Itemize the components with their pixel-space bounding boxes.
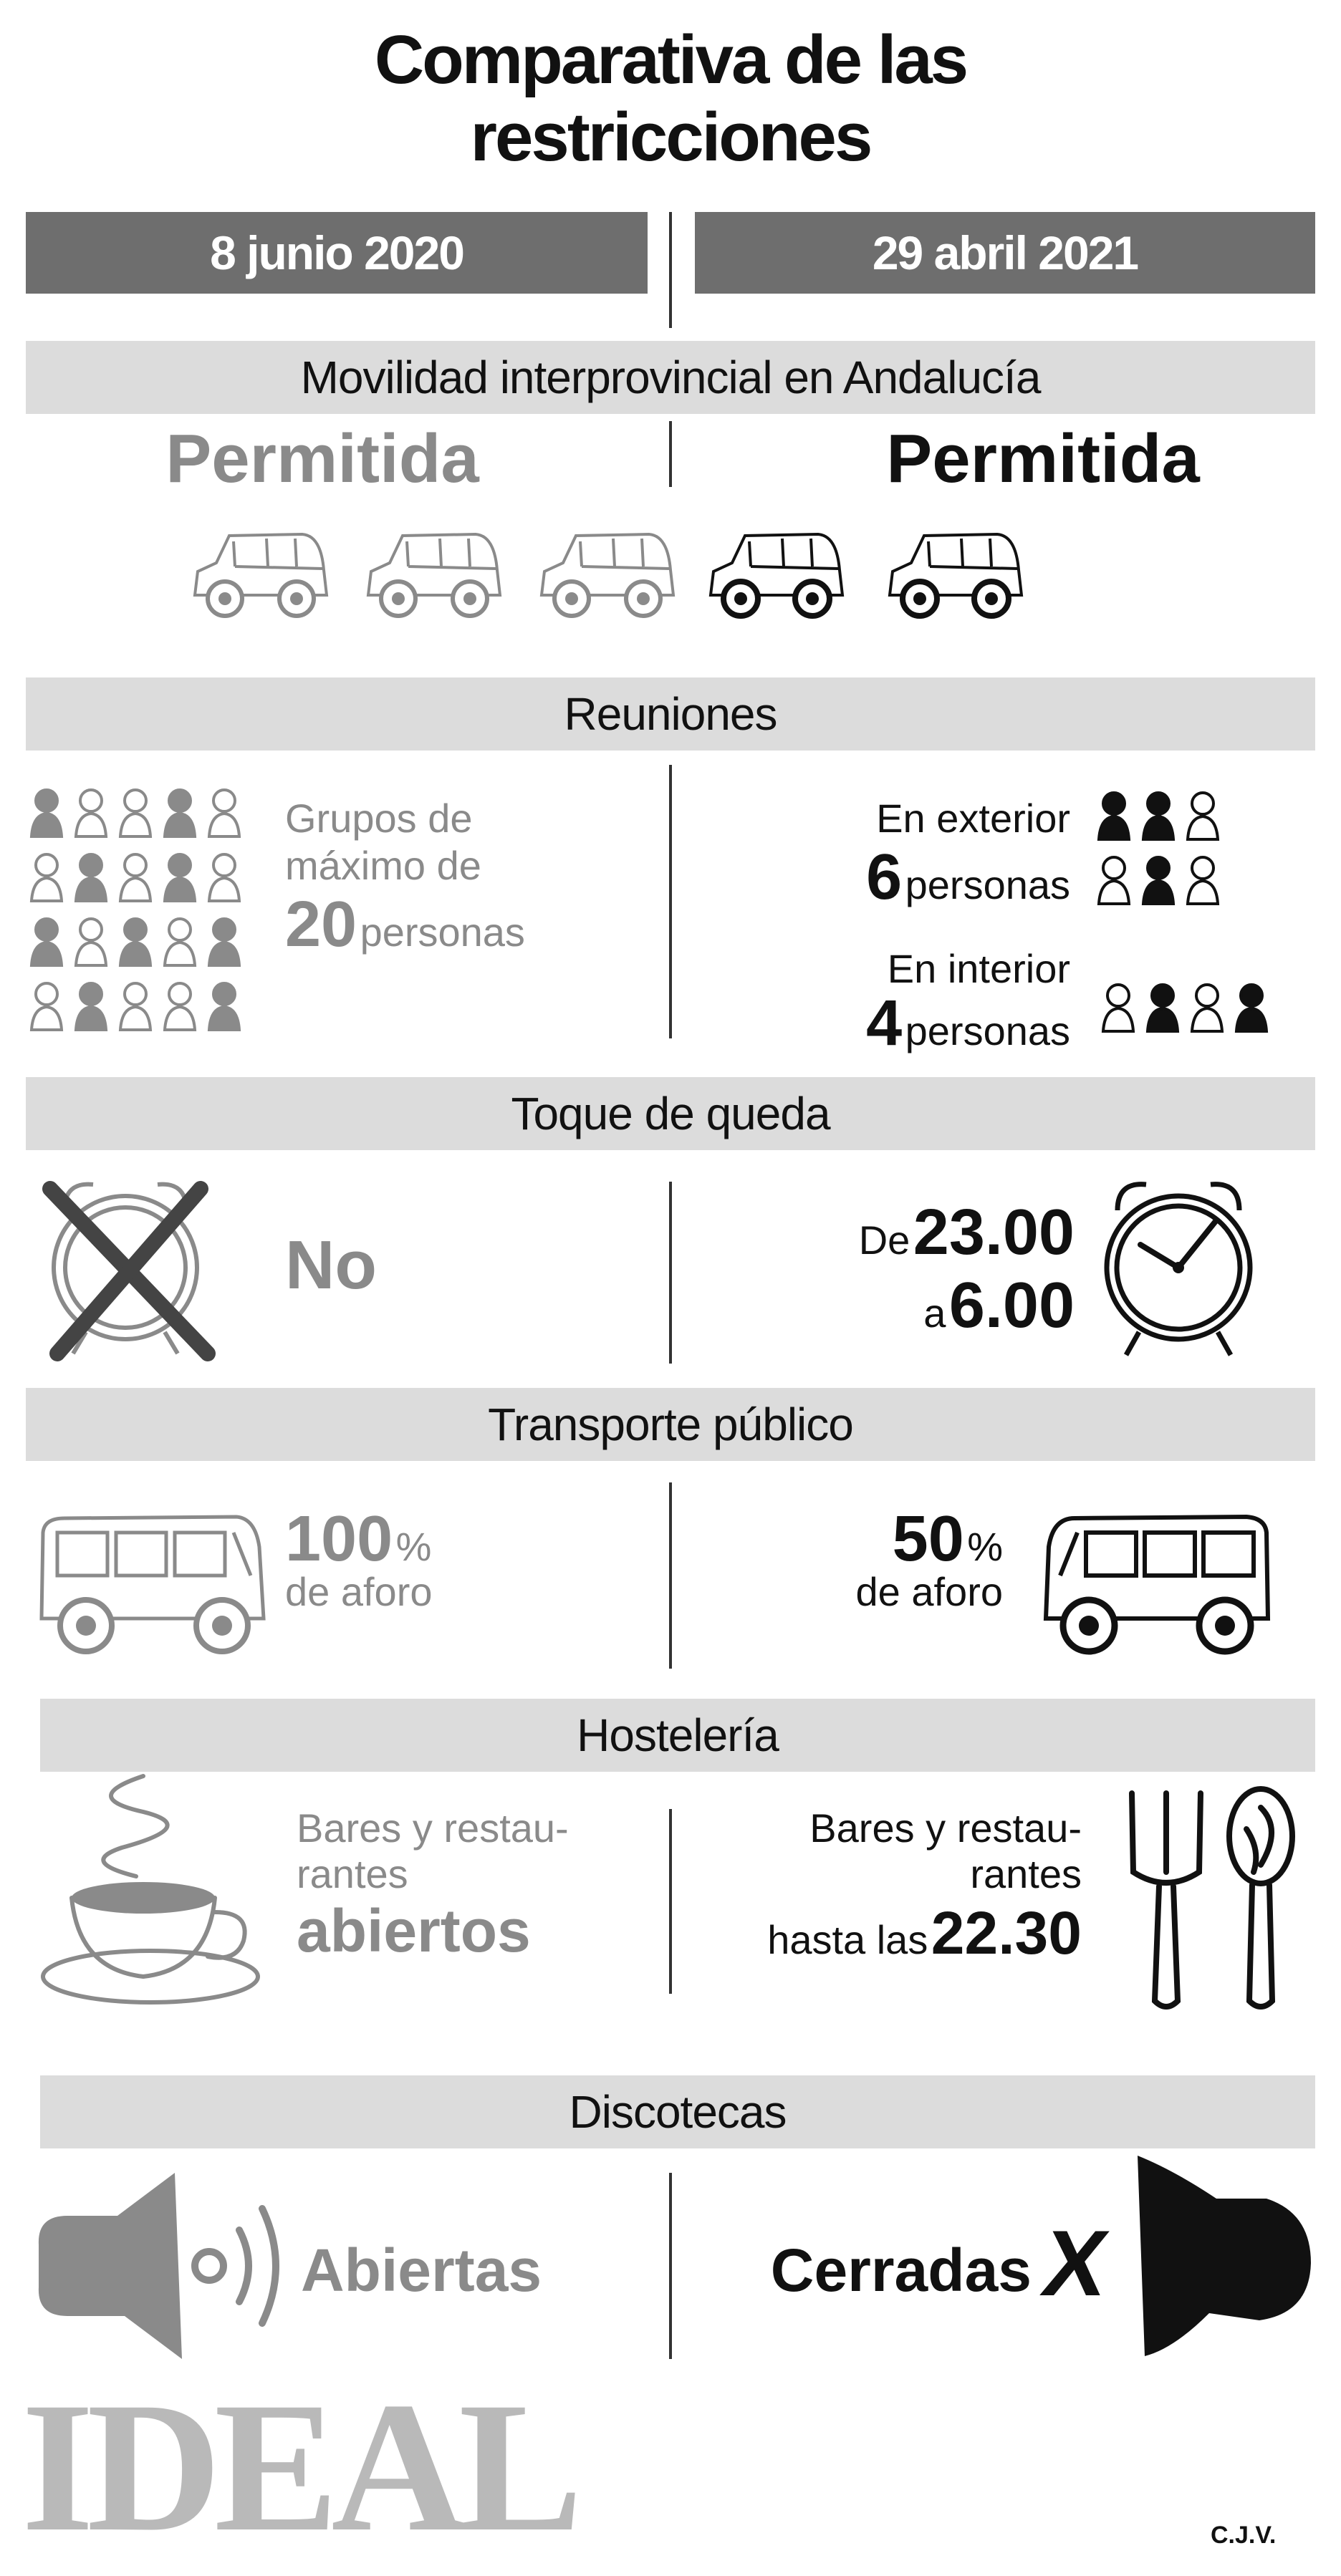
movilidad-left-status: Permitida: [165, 420, 479, 497]
alarm-clock-icon: [1089, 1160, 1275, 1371]
transporte-left-percent: %: [395, 1524, 432, 1569]
speaker-icon: [1123, 2148, 1324, 2367]
alarm-clock-icon: [36, 1160, 222, 1371]
page-title: [0, 21, 1341, 176]
transporte-right-count: [716, 1503, 1003, 1575]
toque-left-status: No: [285, 1227, 377, 1303]
transporte-left-number: 100: [285, 1503, 393, 1575]
author-credit: C.J.V.: [1211, 2522, 1277, 2549]
bus-icon: [36, 1511, 272, 1665]
transporte-right-sub: de aforo: [855, 1569, 1003, 1614]
speaker-icon: [32, 2166, 289, 2370]
transporte-right-number: 50: [892, 1503, 964, 1575]
divider-top: [669, 212, 672, 328]
reuniones-interior-unit: personas: [905, 1008, 1070, 1053]
movilidad-right-status: Permitida: [886, 420, 1200, 497]
reuniones-left-line1: Grupos de: [285, 796, 473, 841]
divider-movilidad: [669, 421, 672, 487]
section-heading-hosteleria: Hostelería: [40, 1699, 1315, 1772]
hosteleria-right-prefix: hasta las: [767, 1917, 928, 1962]
closed-x-mark: X: [1035, 2211, 1116, 2315]
car-icon: [534, 527, 678, 627]
reuniones-exterior-label: En exterior: [876, 796, 1070, 841]
toque-prefix-de: De: [858, 1217, 910, 1263]
reuniones-exterior-count: [716, 841, 1070, 913]
divider-hosteleria: [669, 1809, 672, 1994]
discotecas-right-status: Cerradas: [770, 2237, 1032, 2304]
people-group-exterior: [1096, 789, 1239, 915]
hosteleria-left-line2: rantes: [297, 1851, 408, 1896]
title-line-1: Comparativa de las: [374, 21, 967, 98]
hosteleria-left-line1: Bares y restau-: [297, 1805, 569, 1851]
divider-toque: [669, 1182, 672, 1364]
toque-time-start: 23.00: [913, 1197, 1075, 1268]
toque-prefix-a: a: [923, 1291, 946, 1336]
spoon-icon: [1218, 1786, 1304, 2019]
coffee-cup-icon: [36, 1769, 265, 2016]
divider-reuniones: [669, 765, 672, 1038]
divider-transporte: [669, 1482, 672, 1669]
reuniones-interior-count: [716, 988, 1070, 1059]
bus-icon: [1032, 1511, 1275, 1665]
ideal-logo: IDEAL: [21, 2364, 576, 2570]
hosteleria-right-line1: Bares y restau-: [809, 1805, 1082, 1851]
car-icon: [361, 527, 504, 627]
hosteleria-right-line2: rantes: [970, 1851, 1082, 1896]
car-icon: [703, 527, 847, 627]
car-icon: [188, 527, 331, 627]
transporte-right-percent: %: [967, 1524, 1003, 1569]
reuniones-left-count: [285, 889, 525, 960]
reuniones-left-number: 20: [285, 889, 357, 960]
reuniones-left-line2: máximo de: [285, 843, 481, 888]
reuniones-exterior-unit: personas: [905, 862, 1070, 907]
divider-discotecas: [669, 2173, 672, 2359]
reuniones-left-unit: personas: [360, 910, 525, 955]
hosteleria-right-time-row: [716, 1901, 1082, 1965]
people-group-interior: [1100, 981, 1287, 1042]
reuniones-exterior-number: 6: [866, 841, 903, 913]
reuniones-interior-number: 4: [866, 988, 903, 1059]
section-heading-reuniones: Reuniones: [26, 677, 1315, 751]
date-left-bar: 8 junio 2020: [26, 212, 648, 294]
section-heading-movilidad: Movilidad interprovincial en Andalucía: [26, 341, 1315, 414]
hosteleria-right-time: 22.30: [931, 1899, 1082, 1967]
title-line-2: restricciones: [470, 99, 871, 175]
discotecas-left-status: Abiertas: [301, 2237, 542, 2304]
car-icon: [883, 527, 1026, 627]
toque-right-from: [716, 1197, 1075, 1268]
reuniones-interior-label: En interior: [887, 946, 1070, 991]
hosteleria-left-status: abiertos: [297, 1897, 531, 1964]
section-heading-discotecas: Discotecas: [40, 2075, 1315, 2148]
toque-right-to: [716, 1270, 1075, 1341]
section-heading-toque: Toque de queda: [26, 1077, 1315, 1150]
date-right-bar: 29 abril 2021: [695, 212, 1315, 294]
transporte-left-sub: de aforo: [285, 1569, 433, 1614]
transporte-left-count: [285, 1503, 432, 1575]
section-heading-transporte: Transporte público: [26, 1388, 1315, 1461]
toque-time-end: 6.00: [948, 1270, 1075, 1341]
people-group-left: [29, 786, 258, 1048]
fork-icon: [1123, 1786, 1209, 2019]
